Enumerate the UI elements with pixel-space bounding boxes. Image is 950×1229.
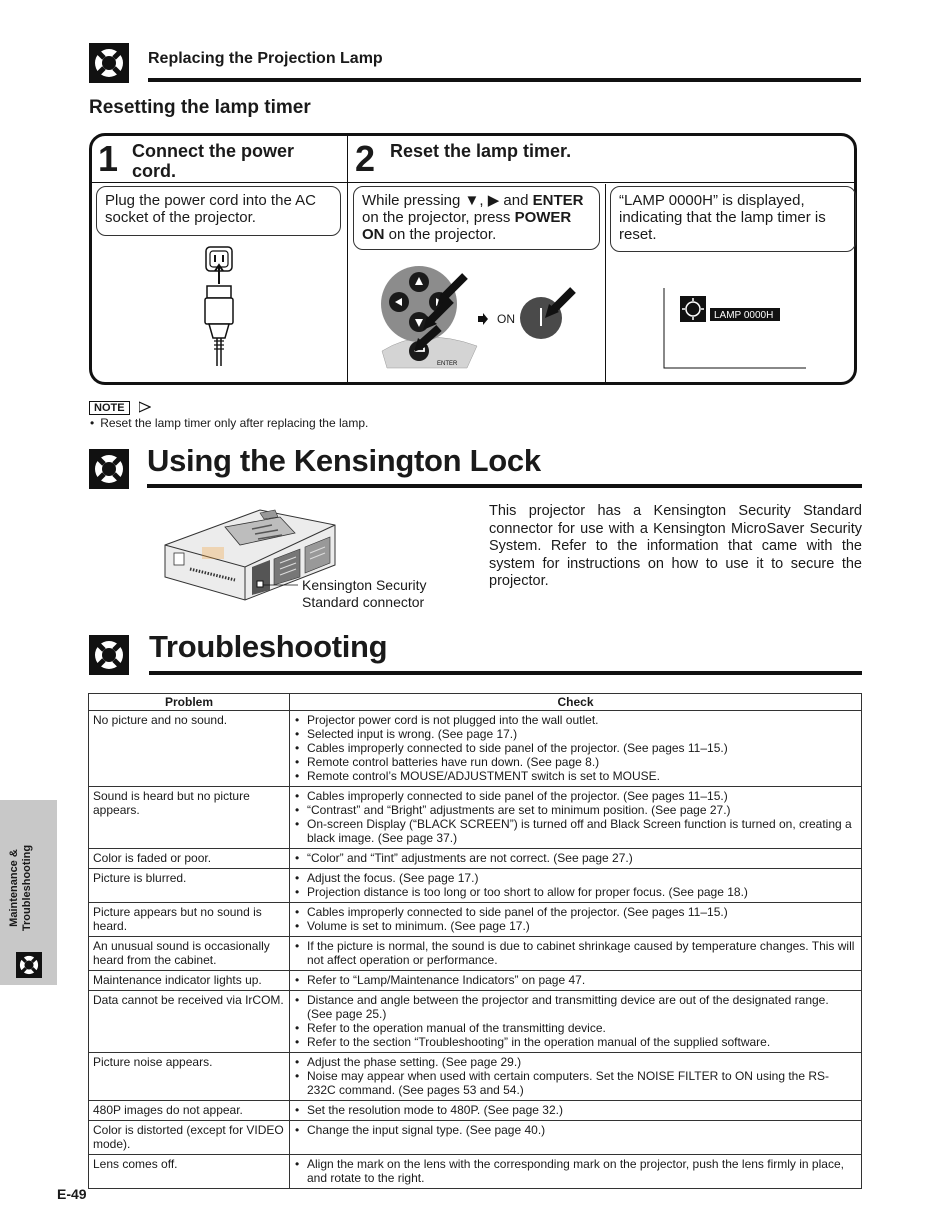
- check-item: • “Color” and “Tint” adjustments are not correct. (See page 27.): [294, 851, 857, 865]
- table-row: [89, 903, 862, 937]
- check-cell: [290, 903, 862, 937]
- table-row: [89, 869, 862, 903]
- lamp-display-illustration: [662, 286, 812, 371]
- check-item: • Remote control batteries have run down. (See page 8.): [294, 755, 857, 769]
- power-cord-illustration: [192, 244, 242, 369]
- check-list: [294, 851, 857, 865]
- check-cell: [290, 711, 862, 787]
- reset-heading: Resetting the lamp timer: [89, 97, 311, 118]
- step3-result: “LAMP 0000H” is displayed, indicating that the lamp timer is reset.: [610, 186, 856, 252]
- lamp-display-text: LAMP 0000H: [714, 310, 774, 321]
- check-list: [294, 1055, 857, 1097]
- check-item: • On-screen Display (“BLACK SCREEN”) is turned off and Black Screen function is turned on, creating a black image. (See page 37.): [294, 817, 857, 845]
- check-item: • Adjust the phase setting. (See page 29.): [294, 1055, 857, 1069]
- troubleshooting-rule: [149, 671, 862, 675]
- table-row: [89, 1053, 862, 1101]
- check-list: [294, 993, 857, 1049]
- step2-instruction: [353, 186, 600, 250]
- table-row: [89, 787, 862, 849]
- check-item: • Projection distance is too long or too short to allow for proper focus. (See page 18.): [294, 885, 857, 899]
- step2-power-on-key: POWER ON: [362, 209, 572, 243]
- side-tab-line-2: Troubleshooting: [21, 844, 33, 932]
- check-column-header: Check: [290, 694, 862, 711]
- check-item: • Cables improperly connected to side panel of the projector. (See pages 11–15.): [294, 741, 857, 755]
- note-arrow-icon: [139, 401, 151, 413]
- table-row: [89, 971, 862, 991]
- kensington-description: This projector has a Kensington Security Standard connector for use with a Kensington MicroSaver Security System. Refer to the information that came with the system for instructions on how to use it to secure the projector.: [489, 503, 862, 589]
- check-list: [294, 1103, 857, 1117]
- problem-cell: No picture and no sound.: [89, 711, 290, 787]
- page-number: E-49: [57, 1186, 87, 1202]
- check-cell: [290, 1121, 862, 1155]
- check-item: • Noise may appear when used with certain computers. Set the NOISE FILTER to ON using the RS-232C command. (See pages 53 and 54.): [294, 1069, 857, 1097]
- note-label: NOTE: [89, 401, 130, 415]
- step2-text-a: While pressing: [362, 192, 465, 209]
- problem-cell: Picture appears but no sound is heard.: [89, 903, 290, 937]
- check-cell: [290, 1101, 862, 1121]
- check-list: [294, 713, 857, 783]
- problem-cell: Color is distorted (except for VIDEO mode).: [89, 1121, 290, 1155]
- side-tab-label: [8, 808, 48, 968]
- problem-cell: Picture is blurred.: [89, 869, 290, 903]
- caption-line-2: Standard connector: [302, 594, 425, 610]
- step2-text-d: on the projector.: [384, 226, 497, 243]
- check-item: • Distance and angle between the projector and transmitting device are out of the designated range. (See page 25.): [294, 993, 857, 1021]
- check-list: [294, 905, 857, 933]
- problem-cell: Sound is heard but no picture appears.: [89, 787, 290, 849]
- step1-instruction: Plug the power cord into the AC socket of the projector.: [96, 186, 341, 236]
- problem-cell: 480P images do not appear.: [89, 1101, 290, 1121]
- troubleshooting-table: [88, 693, 862, 1189]
- problem-cell: Picture noise appears.: [89, 1053, 290, 1101]
- table-row: [89, 1155, 862, 1189]
- problem-cell: An unusual sound is occasionally heard from the cabinet.: [89, 937, 290, 971]
- check-list: [294, 871, 857, 899]
- section-header-title: Replacing the Projection Lamp: [148, 50, 383, 67]
- check-list: [294, 939, 857, 967]
- check-item: • Projector power cord is not plugged into the wall outlet.: [294, 713, 857, 727]
- problem-column-header: Problem: [89, 694, 290, 711]
- check-item: • Refer to the section “Troubleshooting” in the operation manual of the supplied software.: [294, 1035, 857, 1049]
- check-item: • Refer to the operation manual of the transmitting device.: [294, 1021, 857, 1035]
- table-body: [89, 711, 862, 1189]
- check-cell: [290, 849, 862, 869]
- table-header-row: [89, 694, 862, 711]
- table-row: [89, 937, 862, 971]
- kensington-rule: [147, 484, 862, 488]
- check-cell: [290, 937, 862, 971]
- check-item: • Set the resolution mode to 480P. (See page 32.): [294, 1103, 857, 1117]
- troubleshooting-title: Troubleshooting: [149, 629, 388, 664]
- check-cell: [290, 991, 862, 1053]
- check-item: • Volume is set to minimum. (See page 17.): [294, 919, 857, 933]
- check-item: • “Contrast” and “Bright” adjustments are set to minimum position. (See page 27.): [294, 803, 857, 817]
- table-row: [89, 1121, 862, 1155]
- check-cell: [290, 869, 862, 903]
- troubleshooting-section-icon: [89, 635, 129, 675]
- step2-text-c: on the projector, press: [362, 209, 515, 226]
- check-item: • Selected input is wrong. (See page 17.): [294, 727, 857, 741]
- step2-title: Reset the lamp timer.: [390, 141, 572, 161]
- table-row: [89, 1101, 862, 1121]
- kensington-title: Using the Kensington Lock: [147, 443, 541, 478]
- caption-line-1: Kensington Security: [302, 577, 427, 593]
- step2-arrow-keys: ▼, ▶: [464, 192, 500, 209]
- check-item: • Adjust the focus. (See page 17.): [294, 871, 857, 885]
- table-row: [89, 849, 862, 869]
- problem-cell: Data cannot be received via IrCOM.: [89, 991, 290, 1053]
- side-tab: [0, 800, 57, 985]
- step-header-rule: [92, 182, 854, 183]
- check-list: [294, 973, 857, 987]
- note-bullet: •: [90, 416, 95, 430]
- check-cell: [290, 787, 862, 849]
- check-cell: [290, 1053, 862, 1101]
- check-item: • Refer to “Lamp/Maintenance Indicators” on page 47.: [294, 973, 857, 987]
- check-item: • Cables improperly connected to side panel of the projector. (See pages 11–15.): [294, 789, 857, 803]
- check-item: • Align the mark on the lens with the corresponding mark on the projector, push the lens firmly in place, and rotate to the right.: [294, 1157, 857, 1185]
- problem-cell: Maintenance indicator lights up.: [89, 971, 290, 991]
- step2-number: 2: [355, 138, 376, 179]
- check-item: • Cables improperly connected to side panel of the projector. (See pages 11–15.): [294, 905, 857, 919]
- kensington-section-icon: [89, 449, 129, 489]
- check-cell: [290, 1155, 862, 1189]
- step1-title: Connect the power cord.: [132, 141, 295, 181]
- on-label: ON: [497, 312, 515, 326]
- check-item: • Remote control’s MOUSE/ADJUSTMENT switch is set to MOUSE.: [294, 769, 857, 783]
- check-list: [294, 1123, 857, 1137]
- check-list: [294, 1157, 857, 1185]
- step1-number: 1: [98, 138, 119, 179]
- steps-box: [89, 133, 857, 385]
- step-divider-2: [605, 184, 606, 382]
- step2-text-b: and: [499, 192, 533, 209]
- power-button-illustration: [517, 284, 587, 344]
- check-item: • If the picture is normal, the sound is due to cabinet shrinkage caused by temperature changes. This will not affect operation or performance.: [294, 939, 857, 967]
- lamp-section-icon: [89, 43, 129, 83]
- step2-enter-key: ENTER: [532, 192, 584, 209]
- problem-cell: Lens comes off.: [89, 1155, 290, 1189]
- header-rule: [148, 78, 861, 82]
- table-row: [89, 991, 862, 1053]
- right-arrow-icon: [477, 313, 489, 325]
- kensington-caption: [302, 577, 427, 611]
- problem-cell: Color is faded or poor.: [89, 849, 290, 869]
- svg-text:ENTER: ENTER: [437, 361, 458, 367]
- note-text: [90, 416, 368, 430]
- side-tab-line-1: Maintenance &: [8, 849, 20, 927]
- side-tab-icon: [16, 952, 42, 978]
- step-divider-1: [347, 136, 348, 382]
- note-text-content: Reset the lamp timer only after replacing the lamp.: [100, 416, 369, 430]
- check-item: • Change the input signal type. (See page 40.): [294, 1123, 857, 1137]
- check-cell: [290, 971, 862, 991]
- table-row: [89, 711, 862, 787]
- check-list: [294, 789, 857, 845]
